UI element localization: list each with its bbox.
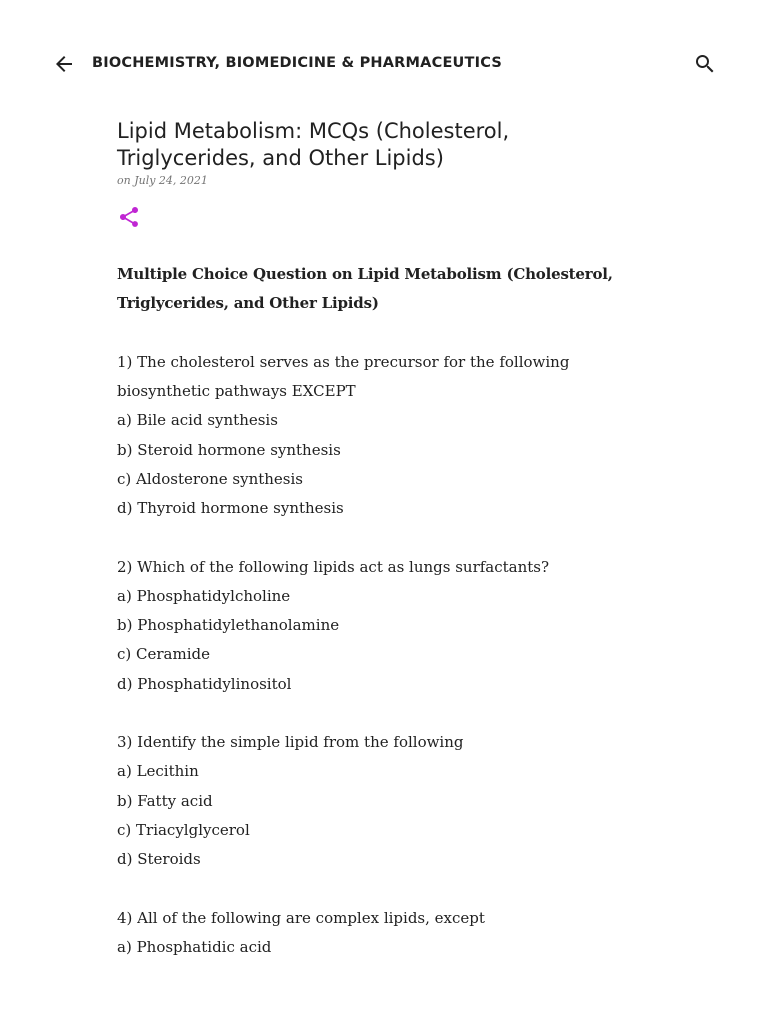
answer-option: c) Triacylglycerol — [117, 820, 250, 839]
post-title: Lipid Metabolism: MCQs (Cholesterol, Triglycerides, and Other Lipids) — [117, 119, 510, 170]
question-block — [117, 728, 647, 874]
answer-option: b) Fatty acid — [117, 791, 213, 810]
answer-option: b) Phosphatidylethanolamine — [117, 616, 340, 634]
blog-header — [0, 0, 768, 128]
question-block — [117, 348, 647, 524]
share-icon — [117, 205, 141, 229]
search-icon — [693, 52, 717, 76]
question-text: 3) Identify the simple lipid from the following — [117, 733, 464, 751]
search-button[interactable] — [693, 52, 717, 76]
answer-option: a) Bile acid synthesis — [117, 411, 278, 430]
arrow-left-icon — [52, 52, 76, 76]
question-text: 4) All of the following are complex lipids, except — [117, 908, 485, 927]
question-text: 2) Which of the following lipids act as lungs surfactants? — [117, 557, 550, 576]
answer-option: c) Ceramide — [117, 645, 210, 664]
answer-option: c) Aldosterone synthesis — [117, 469, 303, 488]
post-body — [117, 260, 647, 962]
answer-option: a) Phosphatidylcholine — [117, 586, 291, 605]
question-text: 1) The cholesterol serves as the precursor for the following biosynthetic pathways EXCEPT — [117, 352, 570, 400]
question-block — [117, 904, 647, 963]
post-date[interactable]: on July 24, 2021 — [117, 174, 208, 187]
answer-option: a) Lecithin — [117, 762, 199, 781]
blog-title-link[interactable]: BIOCHEMISTRY, BIOMEDICINE & PHARMACEUTICS — [92, 55, 502, 71]
answer-option: b) Steroid hormone synthesis — [117, 440, 341, 459]
share-button[interactable] — [117, 205, 141, 229]
answer-option: d) Phosphatidylinositol — [117, 674, 292, 693]
answer-option: d) Thyroid hormone synthesis — [117, 499, 344, 517]
back-button[interactable] — [52, 52, 76, 76]
answer-option: a) Phosphatidic acid — [117, 937, 272, 956]
answer-option: d) Steroids — [117, 850, 201, 868]
post-intro: Multiple Choice Question on Lipid Metabolism (Cholesterol, Triglycerides, and Other Lipids) — [117, 265, 613, 313]
question-block — [117, 553, 647, 699]
